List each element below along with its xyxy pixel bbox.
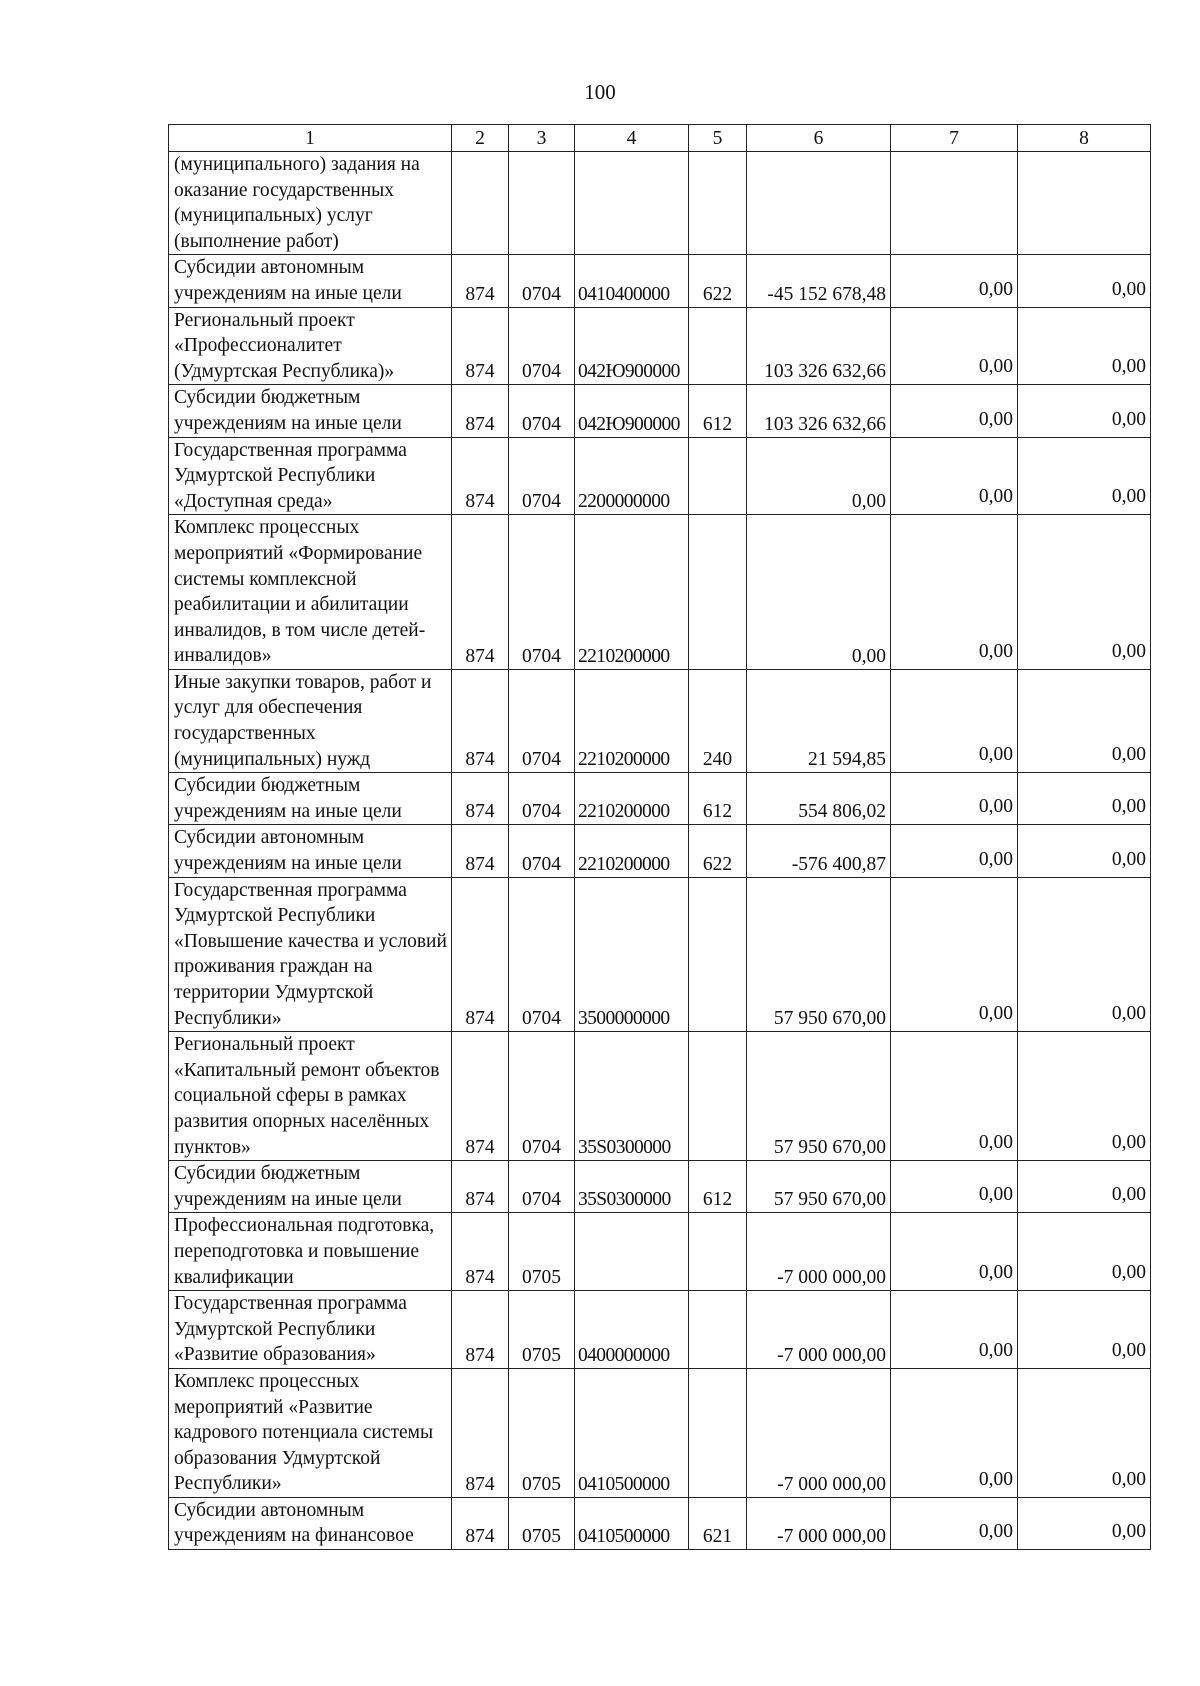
item-name-cell	[169, 1368, 452, 1497]
admin-code-text: 874	[465, 645, 495, 667]
expense-type-text: 621	[702, 1526, 733, 1548]
expense-type-text: 612	[702, 1189, 733, 1211]
amount-next-cell	[891, 1291, 1018, 1369]
amount-next-cell	[891, 877, 1018, 1032]
item-name-cell	[169, 152, 452, 255]
expense-type-cell	[689, 385, 747, 437]
amount-current-cell	[747, 669, 891, 772]
amount-next-text: 0,00	[978, 640, 1013, 662]
amount-next-cell	[891, 255, 1018, 307]
section-code-cell	[509, 1368, 575, 1497]
amount-current-text: 57 950 670,00	[773, 1008, 886, 1030]
amount-current-cell	[747, 437, 891, 515]
admin-code-text: 874	[465, 1526, 495, 1548]
amount-plan-text: 0,00	[1111, 796, 1146, 818]
amount-next-cell	[891, 152, 1018, 255]
target-article-cell	[575, 1497, 689, 1549]
amount-next-text: 0,00	[978, 356, 1013, 378]
target-article-cell	[575, 515, 689, 670]
admin-code-text: 874	[465, 801, 495, 823]
table-row	[169, 1213, 1151, 1291]
section-code-cell	[509, 437, 575, 515]
amount-current-cell	[747, 825, 891, 877]
section-code-cell	[509, 877, 575, 1032]
target-article-cell	[575, 877, 689, 1032]
admin-code-text: 874	[465, 283, 495, 305]
amount-plan-text: 0,00	[1111, 486, 1146, 508]
admin-code-cell	[452, 307, 509, 385]
section-code-cell	[509, 515, 575, 670]
expense-type-cell	[689, 825, 747, 877]
section-code-text: 0704	[522, 1008, 561, 1030]
header-cell: 4	[575, 125, 689, 152]
amount-next-text: 0,00	[978, 1184, 1013, 1206]
admin-code-cell	[452, 437, 509, 515]
amount-current-text: 0,00	[851, 491, 886, 513]
amount-current-cell	[747, 255, 891, 307]
amount-plan-text: 0,00	[1111, 744, 1146, 766]
amount-current-cell	[747, 877, 891, 1032]
section-code-text: 0704	[522, 1137, 561, 1159]
item-name-cell	[169, 515, 452, 670]
header-cell: 8	[1018, 125, 1151, 152]
amount-next-cell	[891, 385, 1018, 437]
page-number: 100	[584, 80, 616, 104]
amount-plan-cell	[1018, 825, 1151, 877]
item-name-text: Комплекс процессных мероприятий «Формирование системы комплексной реабилитации и абилитации инвалидов, в том числе детей-инвалидов»	[174, 517, 426, 667]
table-row	[169, 437, 1151, 515]
amount-plan-text: 0,00	[1111, 848, 1146, 870]
admin-code-text: 874	[465, 1189, 495, 1211]
amount-plan-cell	[1018, 152, 1151, 255]
amount-current-cell	[747, 515, 891, 670]
amount-current-cell	[747, 1368, 891, 1497]
table-row	[169, 1161, 1151, 1213]
table-row	[169, 773, 1151, 825]
amount-next-text: 0,00	[978, 1003, 1013, 1025]
item-name-text: Государственная программа Удмуртской Республики «Доступная среда»	[174, 439, 407, 512]
section-code-cell	[509, 669, 575, 772]
amount-current-text: 57 950 670,00	[773, 1189, 886, 1211]
amount-plan-text: 0,00	[1111, 1262, 1146, 1284]
expense-type-cell	[689, 307, 747, 385]
header-cell: 6	[747, 125, 891, 152]
amount-current-text: 57 950 670,00	[773, 1137, 886, 1159]
target-article-cell	[575, 825, 689, 877]
item-name-cell	[169, 877, 452, 1032]
expense-type-cell	[689, 152, 747, 255]
table-body	[169, 125, 1151, 1550]
expense-type-cell	[689, 1213, 747, 1291]
target-article-cell	[575, 307, 689, 385]
amount-plan-cell	[1018, 515, 1151, 670]
section-code-cell	[509, 1497, 575, 1549]
amount-plan-cell	[1018, 773, 1151, 825]
expense-type-cell	[689, 1161, 747, 1213]
section-code-text: 0704	[522, 1189, 561, 1211]
amount-plan-cell	[1018, 437, 1151, 515]
target-article-text: 0400000000	[578, 1344, 670, 1366]
header-cell: 2	[452, 125, 509, 152]
section-code-text: 0705	[522, 1344, 561, 1366]
table-row	[169, 255, 1151, 307]
amount-next-text: 0,00	[978, 1132, 1013, 1154]
amount-next-cell	[891, 1213, 1018, 1291]
item-name-text: Региональный проект «Профессионалитет (Удмуртская Республика)»	[174, 309, 395, 382]
amount-plan-cell	[1018, 307, 1151, 385]
amount-next-cell	[891, 1032, 1018, 1161]
item-name-text: Профессиональная подготовка, переподготовка и повышение квалификации	[174, 1215, 435, 1288]
table-row	[169, 385, 1151, 437]
section-code-cell	[509, 255, 575, 307]
section-code-text: 0704	[522, 853, 561, 875]
header-cell: 5	[689, 125, 747, 152]
table-row	[169, 877, 1151, 1032]
amount-next-cell	[891, 307, 1018, 385]
amount-plan-cell	[1018, 1291, 1151, 1369]
amount-plan-cell	[1018, 877, 1151, 1032]
amount-current-cell	[747, 152, 891, 255]
admin-code-cell	[452, 385, 509, 437]
admin-code-cell	[452, 1497, 509, 1549]
item-name-cell	[169, 773, 452, 825]
target-article-cell	[575, 1213, 689, 1291]
amount-next-cell	[891, 1497, 1018, 1549]
target-article-cell	[575, 773, 689, 825]
amount-plan-cell	[1018, 1368, 1151, 1497]
table-row	[169, 152, 1151, 255]
table-row	[169, 825, 1151, 877]
item-name-cell	[169, 1161, 452, 1213]
item-name-text: Субсидии бюджетным учреждениям на иные цели	[174, 387, 402, 434]
amount-next-cell	[891, 1161, 1018, 1213]
target-article-text: 2210200000	[578, 749, 670, 771]
target-article-text: 3500000000	[578, 1008, 670, 1030]
item-name-cell	[169, 385, 452, 437]
amount-plan-cell	[1018, 255, 1151, 307]
target-article-text: 2210200000	[578, 801, 670, 823]
amount-next-cell	[891, 669, 1018, 772]
target-article-text: 0410400000	[578, 283, 670, 305]
amount-next-cell	[891, 437, 1018, 515]
amount-next-text: 0,00	[978, 1521, 1013, 1543]
target-article-text: 0410500000	[578, 1473, 670, 1495]
table-row	[169, 1032, 1151, 1161]
item-name-text: Государственная программа Удмуртской Республики «Повышение качества и условий проживания граждан на территории Удмуртской Республики»	[174, 879, 447, 1029]
target-article-cell	[575, 152, 689, 255]
item-name-cell	[169, 1291, 452, 1369]
section-code-cell	[509, 307, 575, 385]
target-article-cell	[575, 1161, 689, 1213]
item-name-text: Комплекс процессных мероприятий «Развитие кадрового потенциала системы образования Удмуртской Республики»	[174, 1370, 434, 1495]
admin-code-text: 874	[465, 853, 495, 875]
header-cell: 3	[509, 125, 575, 152]
target-article-text: 35S0300000	[578, 1137, 671, 1159]
admin-code-cell	[452, 1368, 509, 1497]
expense-type-text: 240	[702, 749, 733, 771]
target-article-cell	[575, 255, 689, 307]
amount-next-cell	[891, 825, 1018, 877]
amount-current-text: -7 000 000,00	[777, 1473, 886, 1495]
amount-next-text: 0,00	[978, 408, 1013, 430]
expense-type-text: 622	[702, 283, 733, 305]
admin-code-text: 874	[465, 361, 495, 383]
amount-plan-text: 0,00	[1111, 1339, 1146, 1361]
header-cell: 1	[169, 125, 452, 152]
section-code-cell	[509, 152, 575, 255]
target-article-text: 042Ю900000	[578, 413, 680, 435]
section-code-text: 0704	[522, 801, 561, 823]
amount-plan-text: 0,00	[1111, 640, 1146, 662]
table-row	[169, 669, 1151, 772]
item-name-text: Субсидии бюджетным учреждениям на иные цели	[174, 1163, 402, 1210]
admin-code-cell	[452, 1161, 509, 1213]
amount-plan-text: 0,00	[1111, 1003, 1146, 1025]
header-cell: 7	[891, 125, 1018, 152]
amount-plan-cell	[1018, 1497, 1151, 1549]
target-article-cell	[575, 669, 689, 772]
item-name-cell	[169, 1213, 452, 1291]
target-article-cell	[575, 1291, 689, 1369]
item-name-cell	[169, 255, 452, 307]
amount-current-text: -7 000 000,00	[777, 1267, 886, 1289]
item-name-cell	[169, 1497, 452, 1549]
amount-next-text: 0,00	[978, 744, 1013, 766]
table-row	[169, 515, 1151, 670]
admin-code-text: 874	[465, 1267, 495, 1289]
amount-next-text: 0,00	[978, 796, 1013, 818]
admin-code-cell	[452, 515, 509, 670]
target-article-text: 042Ю900000	[578, 361, 680, 383]
amount-current-text: 0,00	[851, 645, 886, 667]
item-name-text: (муниципального) задания на оказание государственных (муниципальных) услуг (выполнение работ)	[174, 154, 420, 252]
amount-plan-cell	[1018, 1161, 1151, 1213]
admin-code-text: 874	[465, 1473, 495, 1495]
table-header-row	[169, 125, 1151, 152]
item-name-cell	[169, 669, 452, 772]
amount-plan-text: 0,00	[1111, 1468, 1146, 1490]
admin-code-cell	[452, 1291, 509, 1369]
expense-type-cell	[689, 1497, 747, 1549]
amount-current-text: -576 400,87	[791, 853, 886, 875]
amount-next-text: 0,00	[978, 1262, 1013, 1284]
target-article-text: 2200000000	[578, 491, 670, 513]
admin-code-cell	[452, 255, 509, 307]
expense-type-cell	[689, 1368, 747, 1497]
table-row	[169, 1368, 1151, 1497]
target-article-text: 2210200000	[578, 645, 670, 667]
target-article-cell	[575, 1368, 689, 1497]
item-name-cell	[169, 825, 452, 877]
expense-type-text: 612	[702, 413, 733, 435]
section-code-text: 0705	[522, 1526, 561, 1548]
admin-code-cell	[452, 669, 509, 772]
amount-current-text: -45 152 678,48	[767, 283, 886, 305]
item-name-text: Иные закупки товаров, работ и услуг для обеспечения государственных (муниципальных) нужд	[174, 671, 432, 770]
item-name-text: Субсидии бюджетным учреждениям на иные цели	[174, 775, 402, 822]
section-code-text: 0705	[522, 1473, 561, 1495]
item-name-text: Региональный проект «Капитальный ремонт объектов социальной сферы в рамках развития опорных населённых пунктов»	[174, 1034, 440, 1158]
target-article-cell	[575, 385, 689, 437]
amount-current-cell	[747, 1497, 891, 1549]
expense-type-cell	[689, 437, 747, 515]
expense-type-cell	[689, 669, 747, 772]
admin-code-cell	[452, 152, 509, 255]
admin-code-text: 874	[465, 1008, 495, 1030]
budget-table	[168, 124, 1151, 1550]
amount-current-text: 21 594,85	[808, 749, 886, 771]
target-article-text: 35S0300000	[578, 1189, 671, 1211]
amount-current-cell	[747, 773, 891, 825]
section-code-cell	[509, 1161, 575, 1213]
amount-next-text: 0,00	[978, 848, 1013, 870]
item-name-cell	[169, 1032, 452, 1161]
item-name-cell	[169, 437, 452, 515]
expense-type-cell	[689, 515, 747, 670]
admin-code-text: 874	[465, 413, 495, 435]
admin-code-text: 874	[465, 1137, 495, 1159]
amount-current-cell	[747, 1213, 891, 1291]
section-code-text: 0705	[522, 1267, 561, 1289]
admin-code-text: 874	[465, 491, 495, 513]
amount-current-text: 103 326 632,66	[764, 413, 886, 435]
amount-current-text: -7 000 000,00	[777, 1344, 886, 1366]
section-code-text: 0704	[522, 491, 561, 513]
amount-plan-text: 0,00	[1111, 356, 1146, 378]
expense-type-cell	[689, 773, 747, 825]
amount-current-cell	[747, 385, 891, 437]
amount-next-cell	[891, 1368, 1018, 1497]
admin-code-cell	[452, 1032, 509, 1161]
section-code-cell	[509, 1032, 575, 1161]
item-name-text: Субсидии автономным учреждениям на иные цели	[174, 257, 402, 304]
section-code-text: 0704	[522, 645, 561, 667]
admin-code-cell	[452, 825, 509, 877]
section-code-cell	[509, 1291, 575, 1369]
amount-next-text: 0,00	[978, 1468, 1013, 1490]
amount-plan-text: 0,00	[1111, 1132, 1146, 1154]
section-code-text: 0704	[522, 749, 561, 771]
expense-type-cell	[689, 255, 747, 307]
item-name-cell	[169, 307, 452, 385]
amount-current-cell	[747, 1291, 891, 1369]
amount-plan-text: 0,00	[1111, 1184, 1146, 1206]
expense-type-cell	[689, 1291, 747, 1369]
amount-current-cell	[747, 307, 891, 385]
item-name-text: Государственная программа Удмуртской Республики «Развитие образования»	[174, 1293, 407, 1366]
amount-plan-text: 0,00	[1111, 1521, 1146, 1543]
section-code-cell	[509, 385, 575, 437]
amount-next-text: 0,00	[978, 278, 1013, 300]
target-article-cell	[575, 1032, 689, 1161]
amount-next-text: 0,00	[978, 1339, 1013, 1361]
expense-type-cell	[689, 877, 747, 1032]
amount-next-cell	[891, 773, 1018, 825]
target-article-text: 2210200000	[578, 853, 670, 875]
amount-plan-cell	[1018, 1032, 1151, 1161]
admin-code-cell	[452, 877, 509, 1032]
amount-current-text: 103 326 632,66	[764, 361, 886, 383]
admin-code-cell	[452, 1213, 509, 1291]
amount-plan-text: 0,00	[1111, 408, 1146, 430]
amount-current-cell	[747, 1032, 891, 1161]
target-article-cell	[575, 437, 689, 515]
amount-current-text: 554 806,02	[798, 801, 886, 823]
amount-plan-text: 0,00	[1111, 278, 1146, 300]
section-code-text: 0704	[522, 283, 561, 305]
amount-plan-cell	[1018, 385, 1151, 437]
expense-type-text: 612	[702, 801, 733, 823]
admin-code-cell	[452, 773, 509, 825]
section-code-cell	[509, 773, 575, 825]
table-row	[169, 1497, 1151, 1549]
expense-type-text: 622	[702, 853, 733, 875]
admin-code-text: 874	[465, 1344, 495, 1366]
amount-next-text: 0,00	[978, 486, 1013, 508]
section-code-text: 0704	[522, 361, 561, 383]
amount-plan-cell	[1018, 669, 1151, 772]
amount-plan-cell	[1018, 1213, 1151, 1291]
section-code-text: 0704	[522, 413, 561, 435]
section-code-cell	[509, 825, 575, 877]
target-article-text: 0410500000	[578, 1526, 670, 1548]
amount-current-text: -7 000 000,00	[777, 1526, 886, 1548]
admin-code-text: 874	[465, 749, 495, 771]
item-name-text: Субсидии автономным учреждениям на иные цели	[174, 827, 402, 875]
table-row	[169, 1291, 1151, 1369]
item-name-text: Субсидии автономным учреждениям на финансовое	[174, 1499, 414, 1547]
section-code-cell	[509, 1213, 575, 1291]
table-row	[169, 307, 1151, 385]
amount-current-cell	[747, 1161, 891, 1213]
expense-type-cell	[689, 1032, 747, 1161]
amount-next-cell	[891, 515, 1018, 670]
